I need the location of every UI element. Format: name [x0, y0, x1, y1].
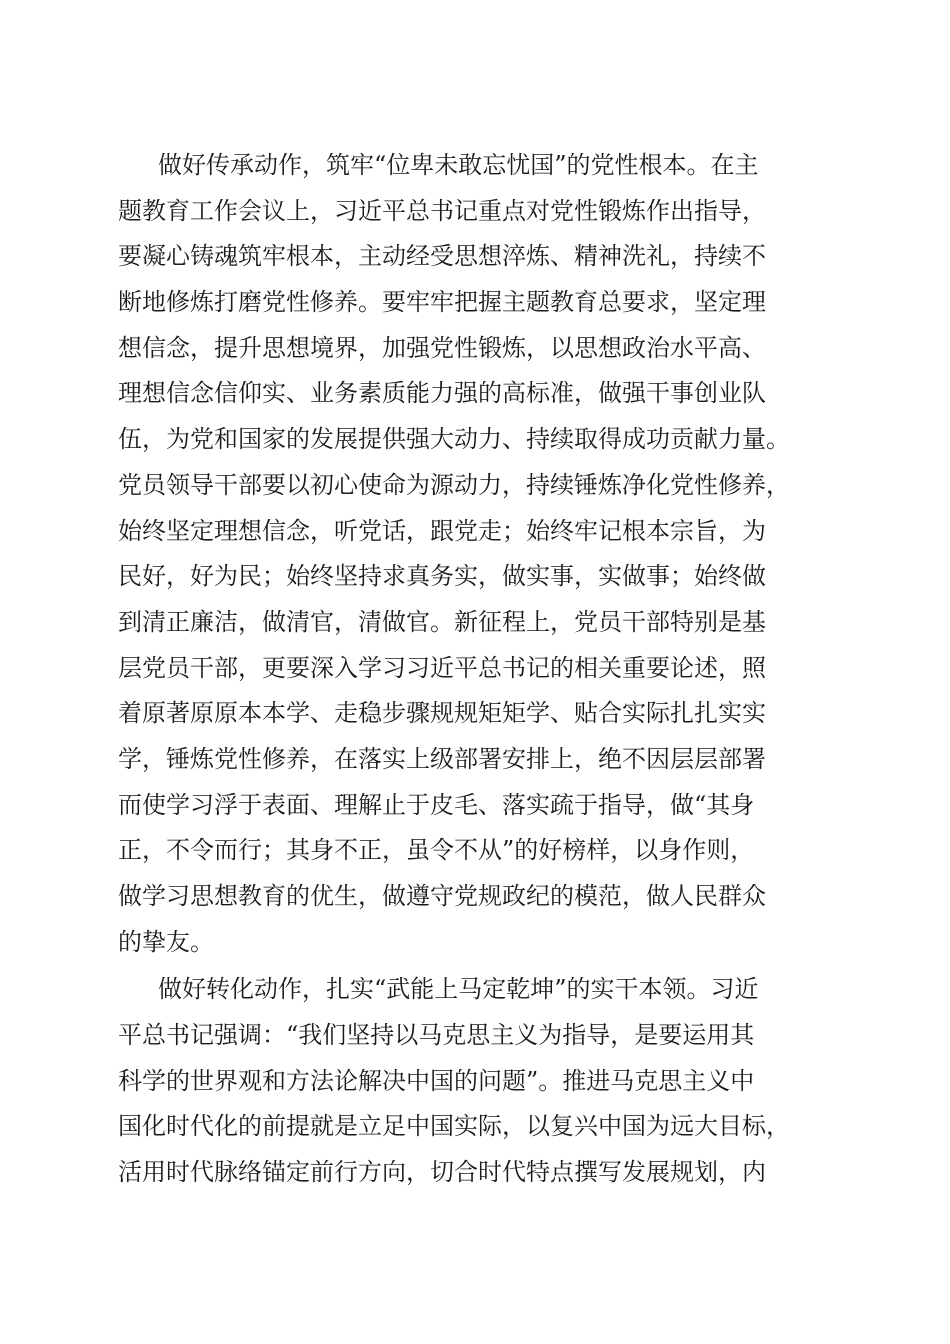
text-line: 层党员干部，更要深入学习习近平总书记的相关重要论述，照	[118, 653, 766, 682]
text-line: 到清正廉洁，做清官，清做官。新征程上，党员干部特别是基	[118, 607, 766, 636]
text-line: 的挚友。	[118, 927, 214, 956]
text-line: 始终坚定理想信念，听党话，跟党走；始终牢记根本宗旨，为	[118, 516, 766, 545]
text-line: 做好转化动作，扎实“武能上马定乾坤”的实干本领。习近	[158, 975, 759, 1004]
text-line: 题教育工作会议上，习近平总书记重点对党性锻炼作出指导，	[118, 196, 766, 225]
text-line: 想信念，提升思想境界，加强党性锻炼，以思想政治水平高、	[118, 333, 766, 362]
text-line: 做学习思想教育的优生，做遵守党规政纪的模范，做人民群众	[118, 882, 766, 910]
document-body	[118, 143, 836, 1196]
text-line: 着原著原原本本学、走稳步骤规规矩矩学、贴合实际扎扎实实	[118, 699, 766, 728]
text-line: 平总书记强调：“我们坚持以马克思主义为指导，是要运用其	[118, 1021, 755, 1050]
text-line: 民好，好为民；始终坚持求真务实，做实事，实做事；始终做	[118, 562, 766, 591]
paragraph-p2	[118, 967, 836, 1195]
text-line: 理想信念信仰实、业务素质能力强的高标准，做强干事创业队	[118, 379, 766, 408]
text-line: 学，锤炼党性修养，在落实上级部署安排上，绝不因层层部署	[118, 744, 766, 773]
text-line: 要凝心铸魂筑牢根本，主动经受思想淬炼、精神洗礼，持续不	[118, 242, 766, 271]
text-line: 而使学习浮于表面、理解止于皮毛、落实疏于指导，做“其身	[118, 790, 755, 819]
text-line: 做好传承动作，筑牢“位卑未敢忘忧国”的党性根本。在主	[158, 151, 759, 179]
text-line: 科学的世界观和方法论解决中国的问题”。推进马克思主义中	[118, 1066, 755, 1095]
text-line: 活用时代脉络锚定前行方向，切合时代特点撰写发展规划，内	[118, 1158, 766, 1187]
text-line: 党员领导干部要以初心使命为源动力，持续锤炼净化党性修养，	[118, 470, 790, 499]
text-line: 断地修炼打磨党性修养。要牢牢把握主题教育总要求，坚定理	[118, 288, 766, 317]
text-line: 国化时代化的前提就是立足中国实际，以复兴中国为远大目标，	[118, 1112, 790, 1141]
text-line: 伍，为党和国家的发展提供强大动力、持续取得成功贡献力量。	[118, 425, 790, 454]
paragraph-p1	[118, 143, 836, 965]
text-line: 正，不令而行；其身不正，虽令不从”的好榜样，以身作则，	[118, 836, 755, 865]
